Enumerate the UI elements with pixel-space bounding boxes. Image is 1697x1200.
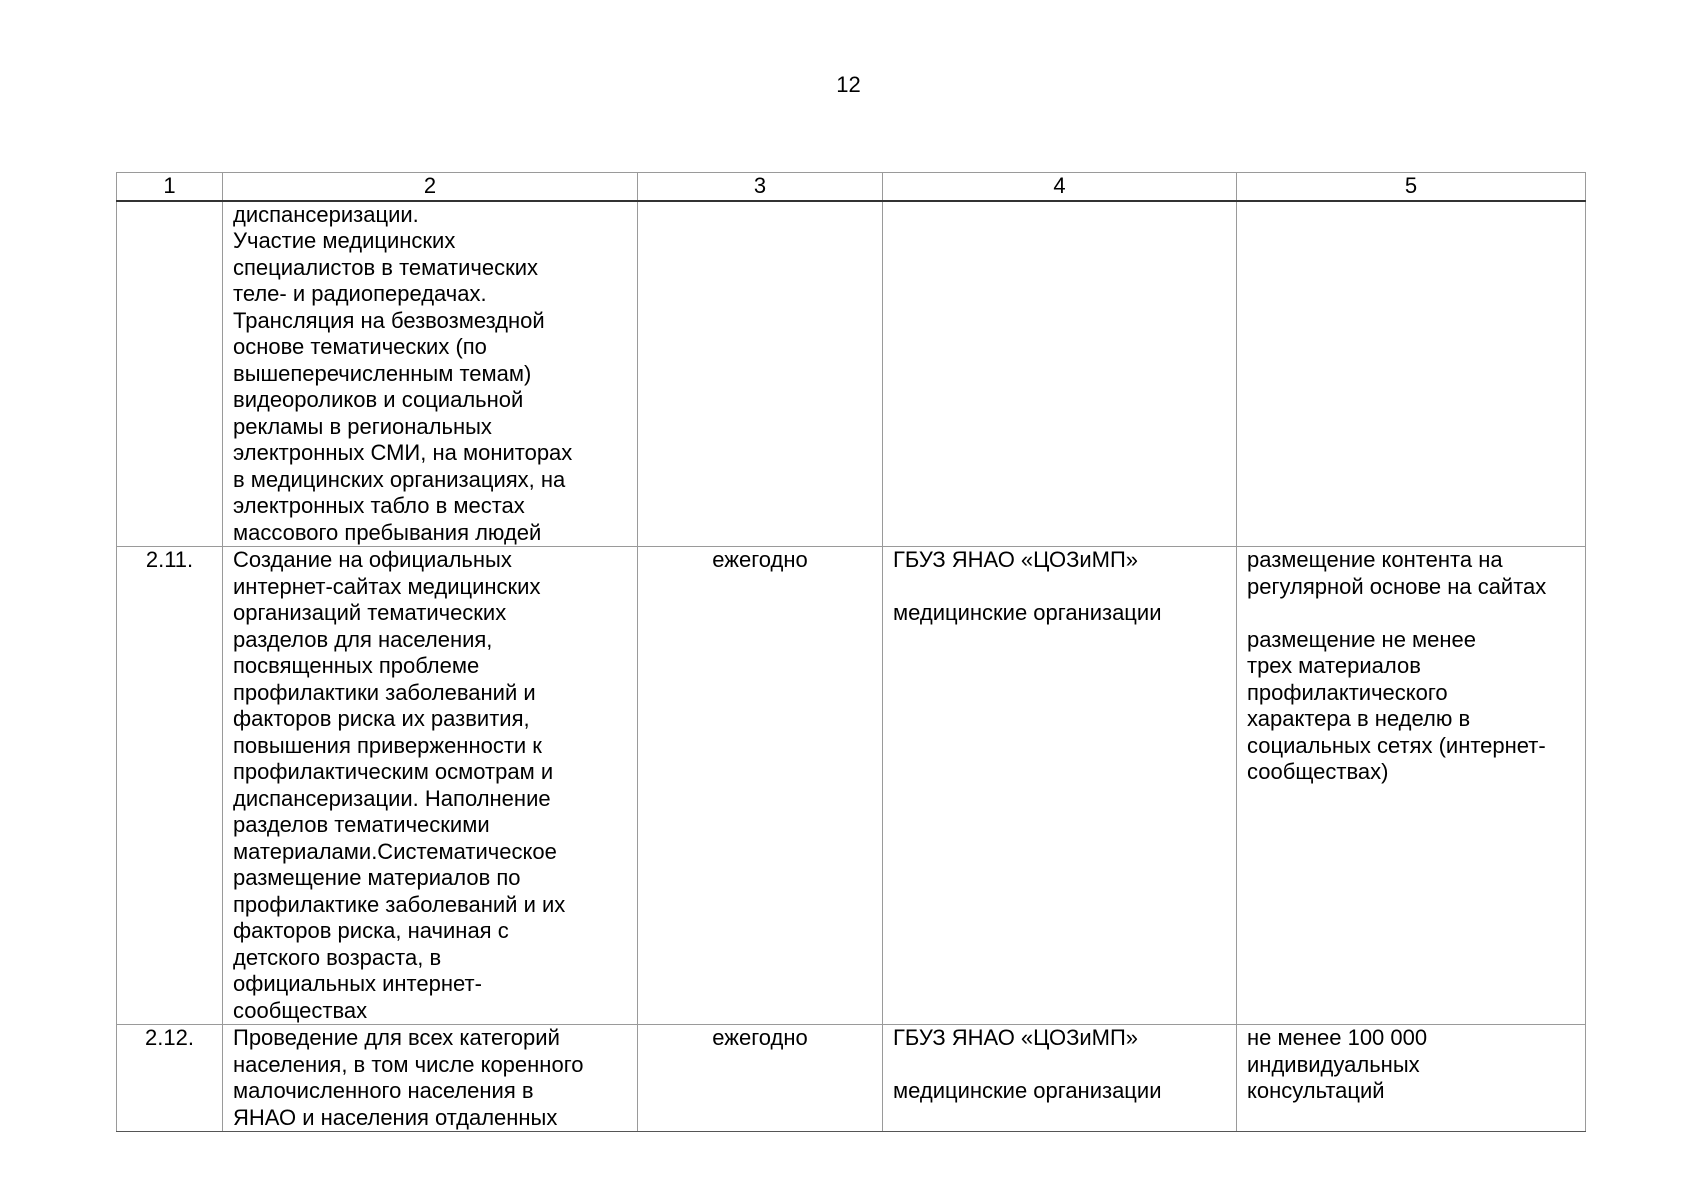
- column-number-2: 2: [223, 173, 638, 201]
- description-line: в медицинских организациях, на: [233, 466, 566, 492]
- result-cell: [1237, 201, 1586, 547]
- column-number-row: [117, 173, 1586, 201]
- result-cell: [1237, 1025, 1586, 1132]
- result-line: регулярной основе на сайтах: [1247, 573, 1547, 599]
- description-line: интернет-сайтах медицинских: [233, 573, 541, 599]
- description-line: факторов риска, начиная с: [233, 918, 509, 943]
- executors-cell: [883, 1025, 1237, 1132]
- description-line: сообществах: [233, 997, 368, 1023]
- description-line: Создание на официальных: [233, 547, 512, 572]
- term-cell: ежегодно: [638, 547, 883, 1025]
- measure-description: [223, 1025, 638, 1132]
- description-line: теле- и радиопередачах.: [233, 281, 487, 306]
- item-number: [117, 201, 223, 547]
- result-cell: [1237, 547, 1586, 1025]
- description-line: разделов для населения,: [233, 626, 493, 652]
- description-line: Участие медицинских: [233, 228, 456, 253]
- item-number: 2.11.: [117, 547, 223, 1025]
- table-row: [117, 201, 1586, 547]
- executor-line: медицинские организации: [893, 1078, 1162, 1103]
- item-number: 2.12.: [117, 1025, 223, 1132]
- description-line: официальных интернет-: [233, 971, 482, 996]
- measures-table: [116, 172, 1586, 1132]
- description-line: вышеперечисленным темам): [233, 360, 532, 386]
- column-number-1: 1: [117, 173, 223, 201]
- column-number-5: 5: [1237, 173, 1586, 201]
- executors-cell: [883, 547, 1237, 1025]
- table-row: [117, 547, 1586, 1025]
- description-line: профилактическим осмотрам и: [233, 759, 554, 784]
- measure-description: [223, 547, 638, 1025]
- description-line: Проведение для всех категорий: [233, 1025, 560, 1050]
- description-line: рекламы в региональных: [233, 413, 492, 439]
- description-line: массового пребывания людей: [233, 519, 542, 545]
- result-line: консультаций: [1247, 1078, 1385, 1103]
- result-line: индивидуальных: [1247, 1051, 1420, 1077]
- description-line: электронных табло в местах: [233, 493, 525, 518]
- description-line: населения, в том числе коренного: [233, 1051, 584, 1077]
- description-line: ЯНАО и населения отдаленных: [233, 1104, 558, 1130]
- description-line: разделов тематическими: [233, 812, 490, 837]
- result-line: сообществах): [1247, 759, 1389, 784]
- description-line: малочисленного населения в: [233, 1078, 534, 1103]
- table-row: [117, 1025, 1586, 1132]
- description-line: материалами.Систематическое: [233, 838, 557, 864]
- description-line: повышения приверженности к: [233, 732, 542, 758]
- description-line: организаций тематических: [233, 600, 507, 625]
- description-line: основе тематических (по: [233, 334, 487, 359]
- description-line: детского возраста, в: [233, 944, 442, 970]
- description-line: профилактики заболеваний и: [233, 679, 536, 705]
- description-line: размещение материалов по: [233, 865, 521, 890]
- column-number-4: 4: [883, 173, 1237, 201]
- description-line: Трансляция на безвозмездной: [233, 307, 545, 333]
- description-line: диспансеризации. Наполнение: [233, 785, 551, 811]
- description-line: диспансеризации.: [233, 201, 419, 227]
- executor-line: ГБУЗ ЯНАО «ЦОЗиМП»: [893, 547, 1139, 572]
- result-line: социальных сетях (интернет-: [1247, 732, 1546, 758]
- result-line: профилактического: [1247, 679, 1448, 705]
- column-number-3: 3: [638, 173, 883, 201]
- executor-line: медицинские организации: [893, 600, 1162, 625]
- result-line: характера в неделю в: [1247, 706, 1471, 731]
- description-line: посвященных проблеме: [233, 653, 480, 678]
- page-number: 12: [836, 72, 861, 97]
- description-line: профилактике заболеваний и их: [233, 891, 566, 917]
- description-line: электронных СМИ, на мониторах: [233, 440, 573, 465]
- description-line: видеороликов и социальной: [233, 387, 524, 412]
- result-line: трех материалов: [1247, 653, 1421, 678]
- measure-description: [223, 201, 638, 547]
- term-cell: ежегодно: [638, 1025, 883, 1132]
- description-line: факторов риска их развития,: [233, 706, 530, 731]
- executor-line: ГБУЗ ЯНАО «ЦОЗиМП»: [893, 1025, 1139, 1050]
- result-line: размещение не менее: [1247, 626, 1477, 652]
- executors-cell: [883, 201, 1237, 547]
- result-line: не менее 100 000: [1247, 1025, 1428, 1050]
- result-line: размещение контента на: [1247, 547, 1503, 572]
- term-cell: [638, 201, 883, 547]
- description-line: специалистов в тематических: [233, 254, 538, 280]
